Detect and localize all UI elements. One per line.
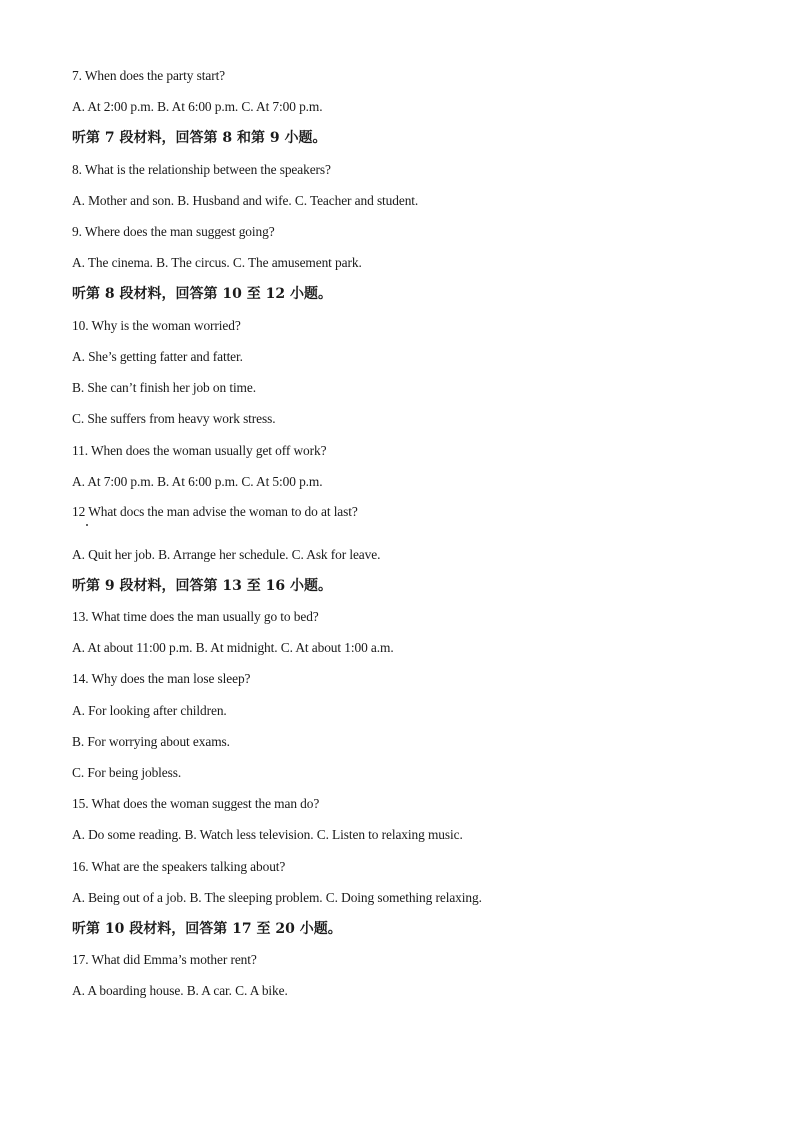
option-10-b: B. She can’t finish her job on time. (72, 380, 256, 395)
question-9: 9. Where does the man suggest going? (72, 224, 275, 239)
options-16: A. Being out of a job. B. The sleeping problem. C. Doing something relaxing. (72, 890, 482, 905)
section-heading-7: 听第 7 段材料，回答第 8 和第 9 小题。 (72, 130, 327, 146)
option-14-b: B. For worrying about exams. (72, 734, 230, 749)
option-14-a: A. For looking after children. (72, 703, 227, 718)
question-12: 12 What docs the man advise the woman to do at last? (72, 504, 358, 519)
options-8: A. Mother and son. B. Husband and wife. C. Teacher and student. (72, 193, 419, 208)
question-10: 10. Why is the woman worried? (72, 318, 241, 333)
section-heading-10: 听第 10 段材料，回答第 17 至 20 小题。 (72, 921, 342, 937)
options-9: A. The cinema. B. The circus. C. The amusement park. (72, 255, 362, 270)
option-10-a: A. She’s getting fatter and fatter. (72, 349, 243, 364)
question-15: 15. What does the woman suggest the man do? (72, 796, 320, 811)
options-13: A. At about 11:00 p.m. B. At midnight. C. At about 1:00 a.m. (72, 640, 394, 655)
question-13: 13. What time does the man usually go to bed? (72, 609, 319, 624)
options-11: A. At 7:00 p.m. B. At 6:00 p.m. C. At 5:00 p.m. (72, 474, 323, 489)
stray-dot-mark (86, 524, 88, 526)
options-7: A. At 2:00 p.m. B. At 6:00 p.m. C. At 7:00 p.m. (72, 99, 323, 114)
options-17: A. A boarding house. B. A car. C. A bike. (72, 983, 288, 998)
question-14: 14. Why does the man lose sleep? (72, 671, 251, 686)
question-11: 11. When does the woman usually get off work? (72, 443, 327, 458)
question-8: 8. What is the relationship between the speakers? (72, 162, 331, 177)
section-heading-9: 听第 9 段材料，回答第 13 至 16 小题。 (72, 578, 332, 594)
question-16: 16. What are the speakers talking about? (72, 859, 286, 874)
options-12: A. Quit her job. B. Arrange her schedule. C. Ask for leave. (72, 547, 381, 562)
section-heading-8: 听第 8 段材料，回答第 10 至 12 小题。 (72, 286, 332, 302)
option-14-c: C. For being jobless. (72, 765, 182, 780)
option-10-c: C. She suffers from heavy work stress. (72, 411, 276, 426)
options-15: A. Do some reading. B. Watch less television. C. Listen to relaxing music. (72, 827, 463, 842)
question-17: 17. What did Emma’s mother rent? (72, 952, 257, 967)
question-7: 7. When does the party start? (72, 68, 226, 83)
